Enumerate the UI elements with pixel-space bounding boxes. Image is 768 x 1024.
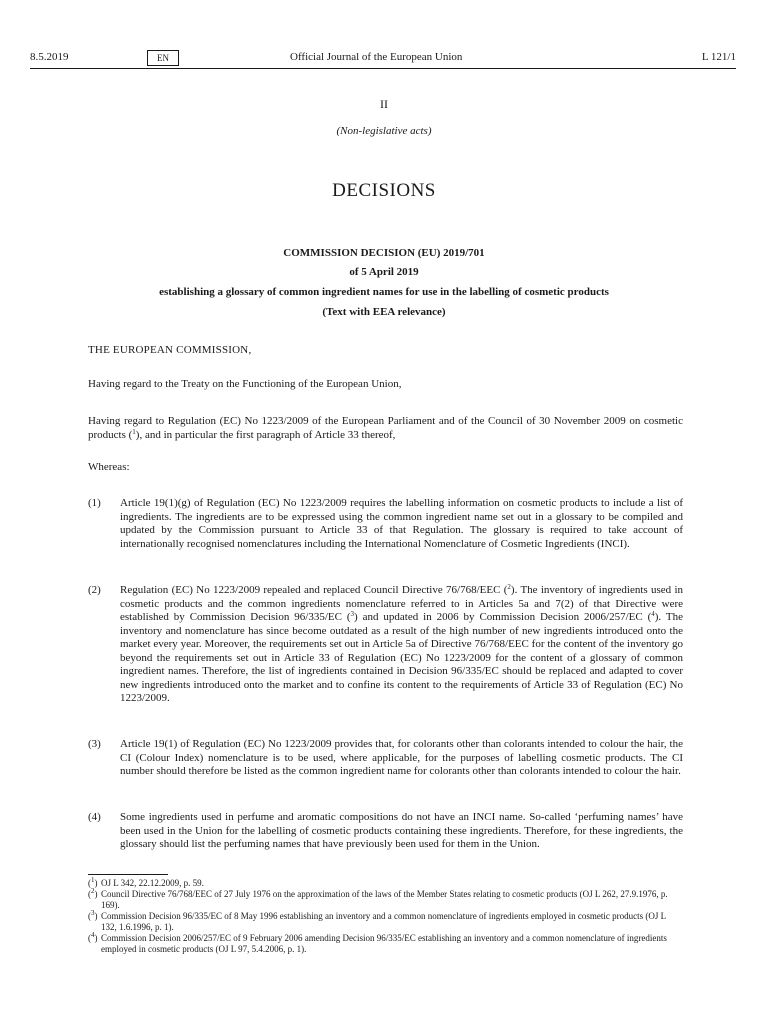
recital-number: (1) — [88, 497, 101, 509]
recital-number: (4) — [88, 811, 101, 823]
recital-text — [120, 584, 683, 706]
citation-text: Having regard to Regulation (EC) No 1223/2009 of the European Parliament and of the Council of 30 November 2009 on cosmetic products ( — [88, 415, 683, 441]
footnote-text: Commission Decision 96/335/EC of 8 May 1996 establishing an inventory and a common nomenclature of ingredients employed in cosmetic products (OJ L 132, 1.6.1996, p. 1). — [101, 911, 666, 932]
footnote — [88, 889, 683, 911]
recital — [88, 497, 683, 551]
page-header — [30, 50, 736, 68]
citation-treaty: Having regard to the Treaty on the Functioning of the European Union, — [88, 378, 402, 390]
journal-reference: L 121/1 — [701, 51, 736, 63]
footnote-divider — [88, 874, 168, 875]
recital-text: Article 19(1) of Regulation (EC) No 1223/2009 provides that, for colorants other than colorants intended to colour the hair, the CI (Colour Index) nomenclature is to be used, where applicable, for the purposes of labelling cosmetic products. The CI number should therefore be listed as the common ingredient name for colorants other than colorants intended to colour the hair. — [120, 738, 683, 777]
footnote-number: ($^4$) — [88, 931, 98, 943]
footnote-ref: 3 — [350, 610, 355, 618]
footnote-ref: 4 — [651, 610, 655, 618]
recital — [88, 738, 683, 779]
publication-date: 8.5.2019 — [30, 51, 69, 63]
language-badge: EN — [147, 50, 179, 66]
recital — [88, 584, 683, 706]
decision-date: of 5 April 2019 — [349, 266, 419, 278]
citation-text: ), and in particular the first paragraph of Article 33 thereof, — [135, 428, 396, 441]
recital-number: (2) — [88, 584, 101, 596]
footnote-ref: 1 — [132, 427, 136, 436]
recital-text: Article 19(1)(g) of Regulation (EC) No 1223/2009 requires the labelling information on cosmetic products to include a list of ingredients. The ingredients are to be expressed using the common ingredient name set out in a glossary to be compiled and updated by the Commission pursuant to Article 33 of that Regulation. The glossary is required to take account of internationally recognised nomenclatures including the International Nomenclature of Cosmetic Ingredients (INCI). — [120, 497, 683, 550]
header-divider — [30, 68, 736, 69]
recital-text: Some ingredients used in perfume and aromatic compositions do not have an INCI name. So-called ‘perfuming names’ have been used in the Union for the labelling of cosmetic products containing these ingredients. Therefore, for these ingredients, the glossary should list the perfuming names that have previously been used for them in the Union. — [120, 811, 683, 850]
section-heading: DECISIONS — [332, 180, 436, 201]
footnote-number: ($^2$) — [88, 887, 98, 899]
recital-text-part: Regulation (EC) No 1223/2009 repealed and replaced Council Directive 76/768/EEC ( — [120, 584, 508, 596]
decision-subject: establishing a glossary of common ingredient names for use in the labelling of cosmetic products — [159, 286, 609, 298]
recital-text-part: ). The inventory and nomenclature has since become outdated as a result of the high number of new ingredients introduced onto the market every year. Moreover, the requirements set out in Article 5a of Directive 76/768/EEC for the content of the inventory go beyond the requirements set out in Article 33 of Regulation (EC) No 1223/2009 for the content of a glossary of common ingredient names. Therefore, the list of ingredients contained in Decision 96/335/EC should be replaced and adapted to cover new ingredients introduced onto the market and to confine its content to the requirements of Article 33 of Regulation (EC) No 1223/2009. — [120, 611, 683, 704]
citation-regulation — [88, 415, 683, 442]
footnote-number: ($^1$) — [88, 876, 98, 888]
footnote-text: Commission Decision 2006/257/EC of 9 February 2006 amending Decision 96/335/EC establishing an inventory and a common nomenclature of ingredients employed in cosmetic products (OJ L 97, 5.4.2006, p. 1). — [101, 933, 667, 954]
footnote — [88, 911, 683, 933]
recital-text-part: ) and updated in 2006 by Commission Decision 2006/257/EC ( — [354, 611, 652, 623]
footnote-text: OJ L 342, 22.12.2009, p. 59. — [101, 878, 204, 888]
whereas-heading: Whereas: — [88, 461, 130, 473]
footnote — [88, 933, 683, 955]
recital-text-part: ). The inventory of ingredients used in cosmetic products and the common ingredients nomenclature referred to in Articles 5a and 7(2) of that Directive were established by Commission Decision 96/335/EC ( — [120, 584, 684, 623]
journal-title: Official Journal of the European Union — [290, 51, 463, 63]
footnote-text: Council Directive 76/768/EEC of 27 July 1976 on the approximation of the laws of the Member States relating to cosmetic products (OJ L 262, 27.9.1976, p. 169). — [101, 889, 668, 910]
footnote — [88, 878, 683, 889]
decision-title: COMMISSION DECISION (EU) 2019/701 — [283, 247, 485, 259]
footnote-ref: 2 — [507, 583, 511, 591]
recital-number: (3) — [88, 738, 101, 750]
footnotes — [88, 878, 683, 955]
eea-relevance: (Text with EEA relevance) — [322, 306, 446, 318]
recital — [88, 811, 683, 852]
section-subtitle: (Non-legislative acts) — [336, 125, 432, 137]
section-number: II — [380, 97, 388, 111]
commission-heading: THE EUROPEAN COMMISSION, — [88, 344, 252, 356]
footnote-number: ($^3$) — [88, 909, 98, 921]
